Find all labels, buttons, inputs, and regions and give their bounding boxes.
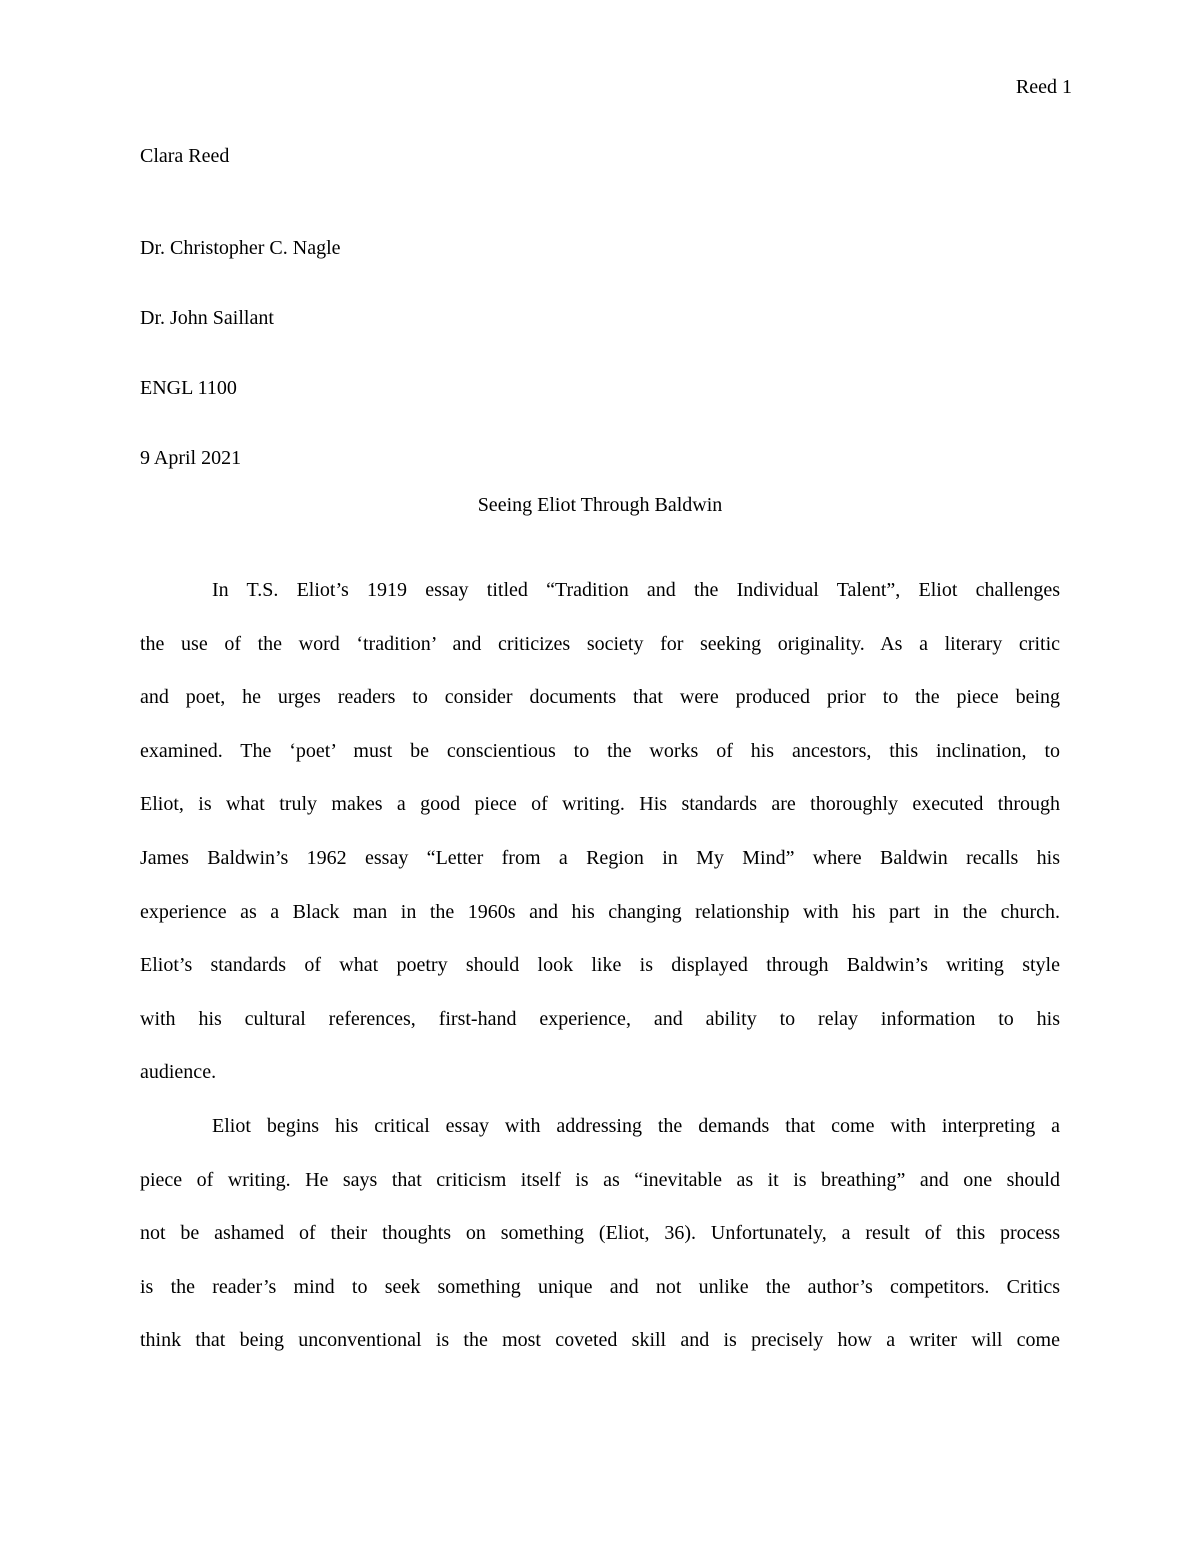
mla-heading [140,143,1060,493]
paragraph-1-line: with his cultural references, first-hand experience, and ability to relay information to his [140,1007,1060,1030]
paragraph-2-line: is the reader’s mind to seek something unique and not unlike the author’s competitors. Critics [140,1275,1060,1298]
date: 9 April 2021 [140,447,242,469]
paragraph-2-line: Eliot begins his critical essay with addressing the demands that come with interpreting a [212,1114,1060,1137]
paragraph-1-line: audience. [140,1061,217,1084]
paragraph-2-line: think that being unconventional is the most coveted skill and is precisely how a writer will come [140,1329,1060,1352]
paragraph-1-line: the use of the word ‘tradition’ and criticizes society for seeking originality. As a literary critic [140,632,1060,655]
instructor-name-2: Dr. John Saillant [140,307,274,329]
essay-title: Seeing Eliot Through Baldwin [477,494,723,516]
paragraph-1-line: and poet, he urges readers to consider documents that were produced prior to the piece being [140,686,1060,709]
paragraph-1-line: Eliot, is what truly makes a good piece of writing. His standards are thoroughly executed through [140,793,1060,816]
essay-body [140,564,1060,1368]
running-header: Reed 1 [1015,76,1072,98]
paragraph-1-line: James Baldwin’s 1962 essay “Letter from a Region in My Mind” where Baldwin recalls his [140,846,1060,869]
paragraph-2-line: piece of writing. He says that criticism itself is as “inevitable as it is breathing” and one should [140,1168,1060,1191]
paragraph-1-line: experience as a Black man in the 1960s and his changing relationship with his part in the church. [140,900,1060,923]
paragraph-1-line: examined. The ‘poet’ must be conscientious to the works of his ancestors, this inclination, to [140,739,1060,762]
instructor-name-1: Dr. Christopher C. Nagle [140,237,341,259]
paragraph-1-line: Eliot’s standards of what poetry should look like is displayed through Baldwin’s writing style [140,954,1060,977]
student-name: Clara Reed [140,145,230,167]
paragraph-2-line: not be ashamed of their thoughts on something (Eliot, 36). Unfortunately, a result of this process [140,1222,1060,1245]
course-name: ENGL 1100 [140,377,237,399]
paragraph-1-line: In T.S. Eliot’s 1919 essay titled “Tradition and the Individual Talent”, Eliot challenges [212,579,1060,601]
